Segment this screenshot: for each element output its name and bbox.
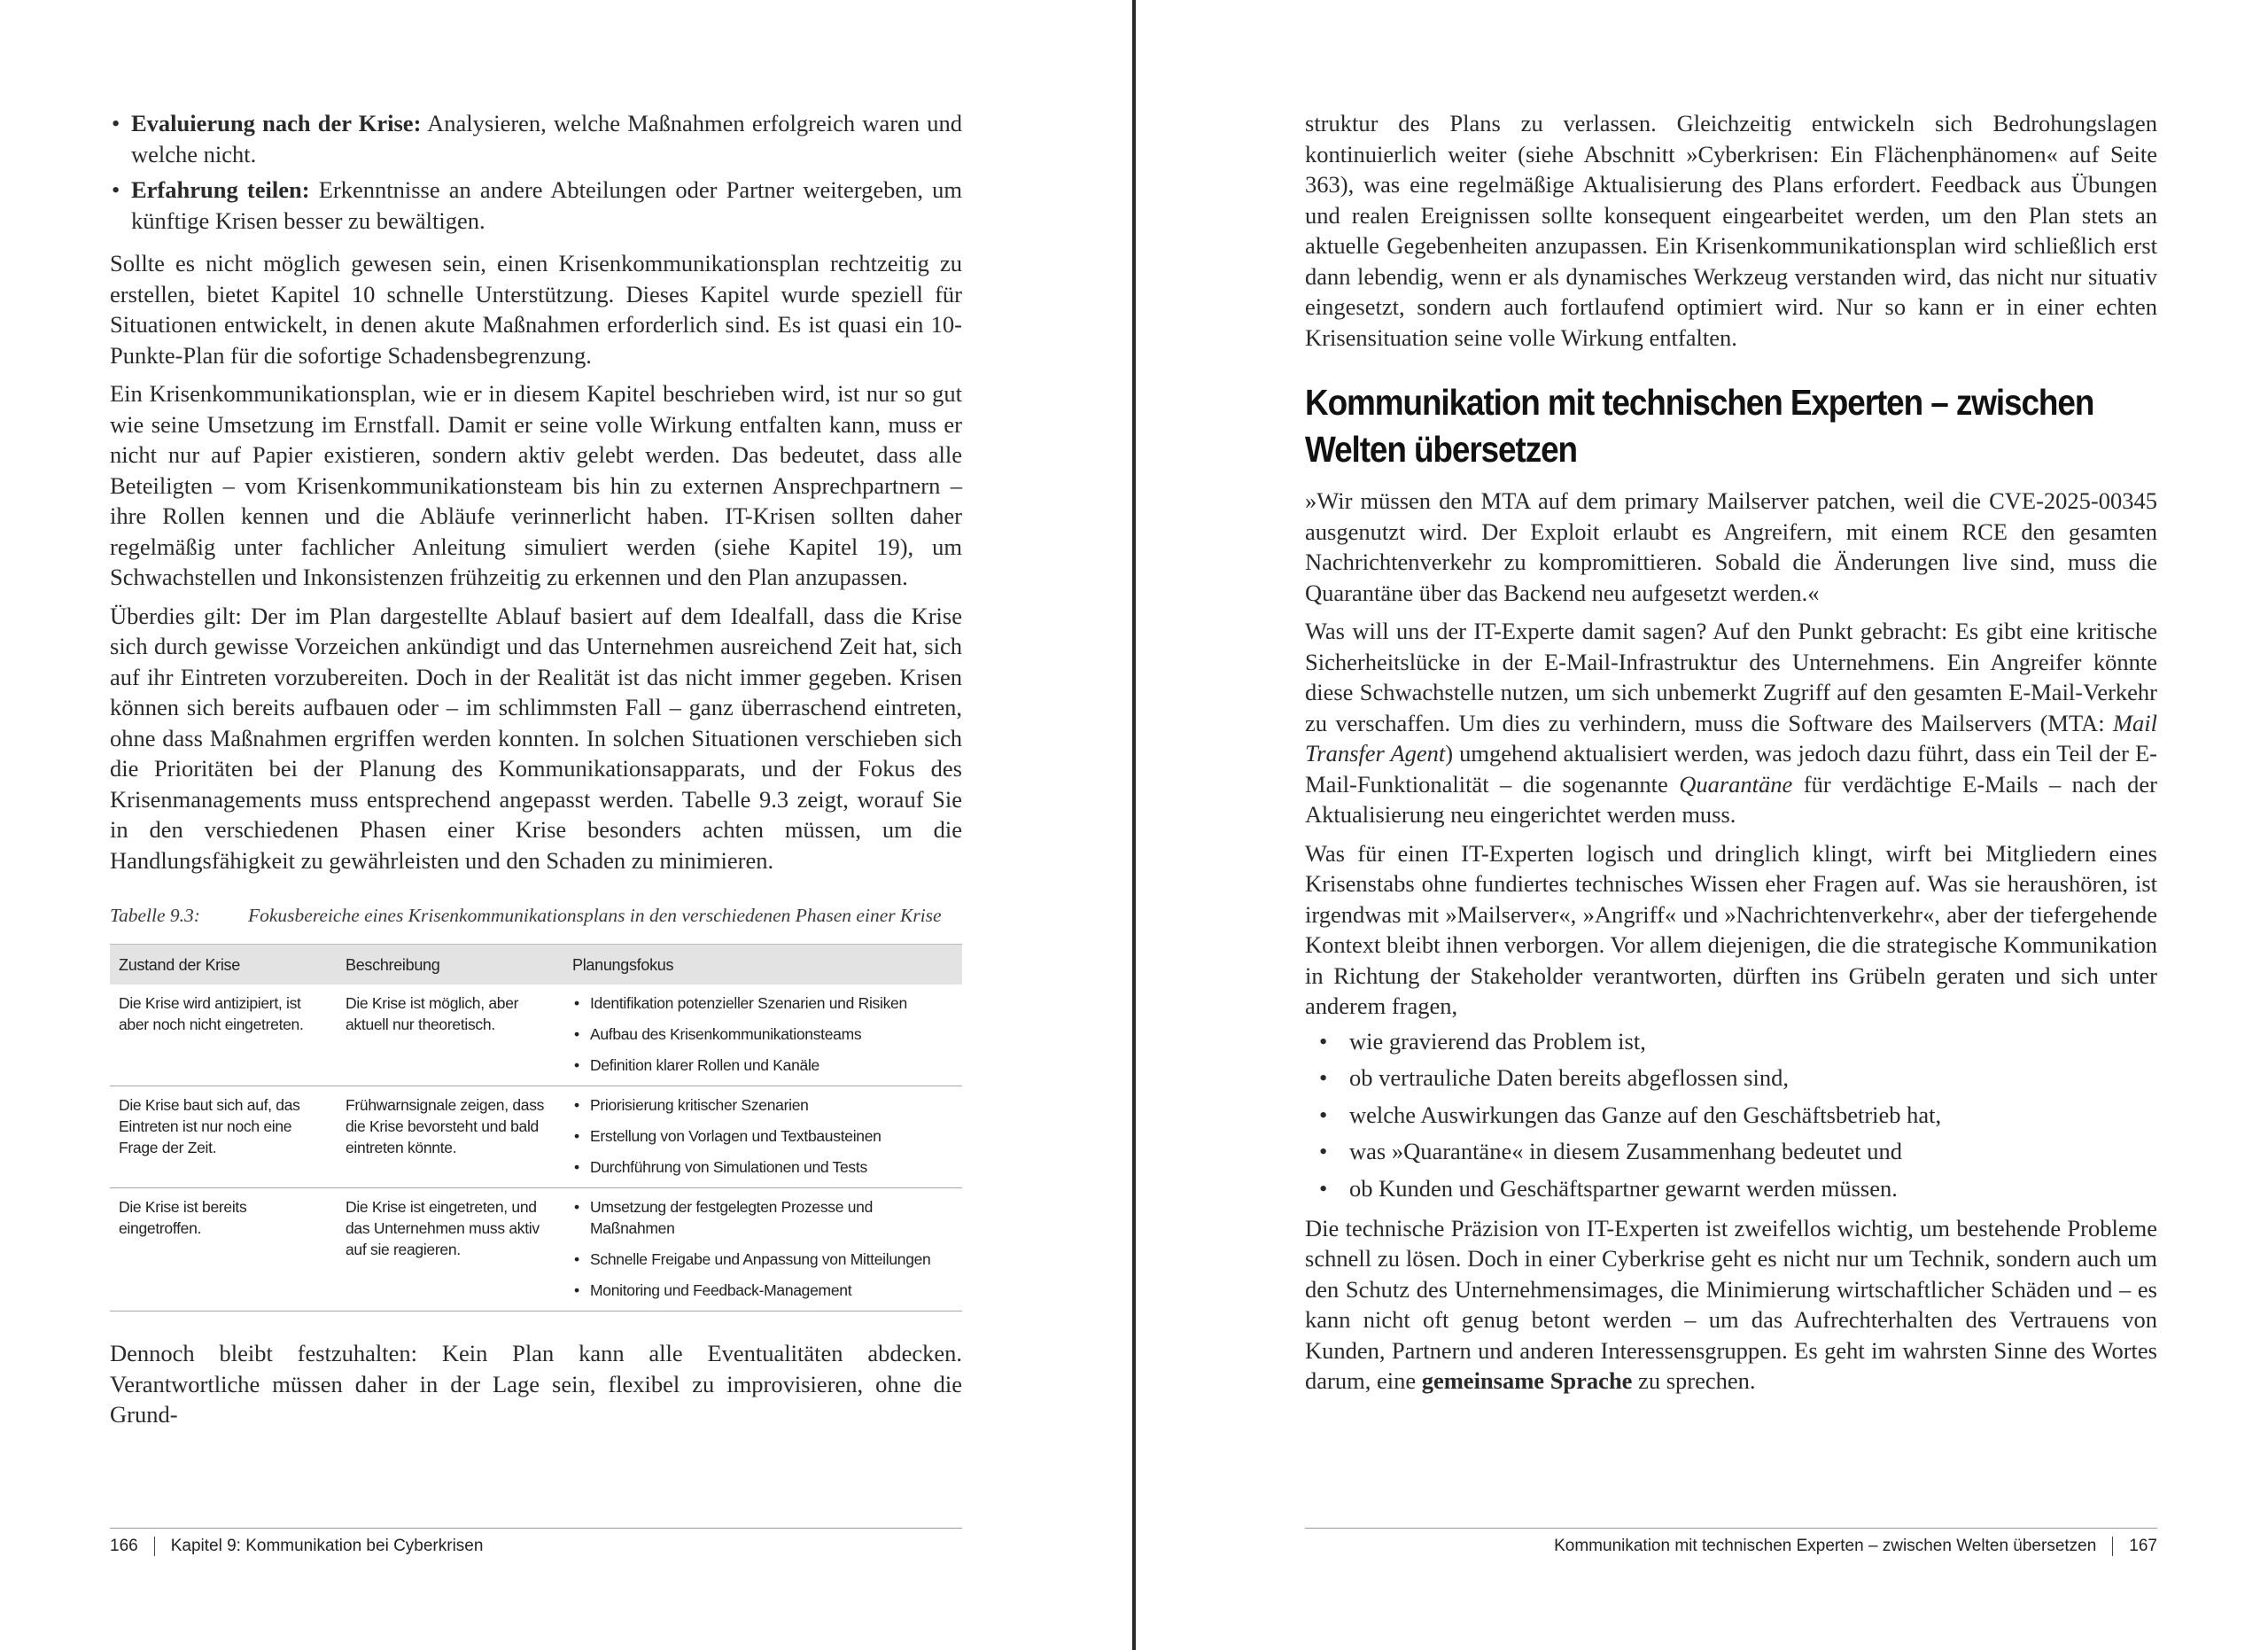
list-item: • wie gravierend das Problem ist, <box>1305 1026 2157 1063</box>
cell-focus <box>563 1188 962 1311</box>
emphasis-gemeinsame-sprache: gemeinsame Sprache <box>1421 1367 1633 1394</box>
table-row <box>110 1188 962 1311</box>
running-head-section: Kommunikation mit technischen Experten – zwischen Welten übersetzen <box>1554 1537 2097 1556</box>
paragraph-closing: Dennoch bleibt festzuhalten: Kein Plan kann alle Eventualitäten abdecken. Verantwortliche müssen daher in der Lage sein, flexibel zu improvisieren, ohne die Grund- <box>110 1340 962 1428</box>
bullet-glyph: • <box>1319 1101 1328 1128</box>
left-page <box>0 0 1132 1650</box>
bullet-glyph: • <box>574 1096 579 1114</box>
bullet-glyph: • <box>112 110 120 136</box>
bullet-glyph: • <box>574 994 579 1012</box>
cell-description: Frühwarnsignale zeigen, dass die Krise bevorsteht und bald eintreten könnte. <box>337 1086 563 1188</box>
bullet-glyph: • <box>574 1198 579 1216</box>
focus-item: • Umsetzung der festgelegten Prozesse und Maßnahmen <box>574 1198 874 1237</box>
bullet-erfahrung <box>110 175 962 236</box>
bullet-glyph: • <box>1319 1138 1328 1164</box>
page-number: 166 <box>110 1537 138 1556</box>
bullet-glyph: • <box>574 1250 579 1268</box>
bullet-glyph: • <box>1319 1174 1328 1202</box>
emphasis-quarantaene: Quarantäne <box>1679 770 1793 798</box>
footer-rule <box>1305 1528 2157 1529</box>
bullet-glyph: • <box>1319 1027 1328 1055</box>
bullet-glyph: • <box>574 1025 579 1043</box>
bullet-glyph: • <box>574 1127 579 1145</box>
paragraph-idealfall: Überdies gilt: Der im Plan dargestellte Ablauf basiert auf dem Idealfall, dass die Krise sich durch gewisse Vorzeichen ankündigt und das Unternehmen ausreichend Zeit hat, sich auf ihr Eintreten vorzubereiten. Doch in der Realität ist das nicht immer gegeben. Krisen können sich bereits aufbauen oder – im schlimmsten Fall – ganz überraschend eintreten, ohne dass Maßnahmen ergriffen werden konnten. In solchen Situationen verschieben sich die Prioritäten bei der Planung des Kommunikationsapparats, und der Fokus des Krisenmanagements muss entsprechend angepasst werden. Tabelle 9.3 zeigt, worauf Sie in den verschiedenen Phasen einer Krise besonders achten müssen, um die Handlungsfähigkeit zu gewährleisten und den Schaden zu minimieren. <box>110 602 962 874</box>
list-item: • welche Auswirkungen das Ganze auf den Geschäftsbetrieb hat, <box>1305 1100 2157 1137</box>
paragraph-krisenstab: Was für einen IT-Experten logisch und dringlich klingt, wirft bei Mitgliedern eines Krisenstabs ohne fundiertes technisches Wissen eher Fragen auf. Was sie heraushören, ist irgendwas mit »Mailserver«, »Angriff« und »Nachrichtenverkehr«, aber der tiefergehende Kontext bleibt ihnen verborgen. Vor allem diejenigen, die die strategische Kommunikation in Richtung der Stakeholder verantworten, dürften ins Grübeln geraten und sich unter anderem fragen, <box>1305 839 2157 1019</box>
focus-item: • Priorisierung kritischer Szenarien <box>574 1096 809 1114</box>
bullet-glyph: • <box>112 176 120 203</box>
table-row <box>110 985 962 1086</box>
bullet-glyph: • <box>574 1158 579 1176</box>
table-row <box>110 1086 962 1188</box>
cell-state: Die Krise ist bereits eingetroffen. <box>110 1188 337 1311</box>
bullet-text: Analysieren, welche Maßnahmen erfolgreich waren und welche nicht. <box>131 110 962 167</box>
section-heading: Kommunikation mit technischen Experten – zwischen Welten übersetzen <box>1305 382 2094 470</box>
paragraph-continuation: struktur des Plans zu verlassen. Gleichzeitig entwickeln sich Bedrohungslagen kontinuierlich weiter (siehe Abschnitt »Cyberkrisen: Ein Flächenphänomen« auf Seite 363), was eine regelmäßige Aktualisierung des Plans erfordert. Feedback aus Übungen und realen Ereignissen sollte konsequent eingearbeitet werden, um den Plan stets an aktuelle Gegebenheiten anzupassen. Ein Krisenkommunikationsplan wird schließlich erst dann lebendig, wenn er als dynamisches Werkzeug verstanden wird, das nicht nur situativ eingesetzt, sondern auch fortlaufend optimiert wird. Nur so kann er in einer echten Krisensituation seine volle Wirkung entfalten. <box>1305 110 2157 351</box>
focus-item: • Identifikation potenzieller Szenarien und Risiken <box>574 994 907 1012</box>
running-head-chapter: Kapitel 9: Kommunikation bei Cyberkrisen <box>170 1537 484 1556</box>
cell-focus <box>563 985 962 1086</box>
list-item: • was »Quarantäne« in diesem Zusammenhang bedeutet und <box>1305 1136 2157 1173</box>
crisis-focus-table <box>110 944 962 1311</box>
bullet-term: Erfahrung teilen: <box>131 176 310 203</box>
paragraph-umsetzung: Ein Krisenkommunikationsplan, wie er in diesem Kapitel beschrieben wird, ist nur so gut wie seine Umsetzung im Ernstfall. Damit er seine volle Wirkung entfalten kann, muss er nicht nur auf Papier existieren, sondern aktiv gelebt werden. Das bedeutet, dass alle Beteiligten – vom Krisenkommunikationsteam bis hin zu externen Ansprechpartnern – ihre Rollen kennen und die Abläufe verinnerlicht haben. IT-Krisen sollten daher regelmäßig unter fachlicher Anleitung simuliert werden (siehe Kapitel 19), um Schwachstellen und Inkonsistenzen frühzeitig zu erkennen und den Plan anzupassen. <box>110 380 962 590</box>
list-item: • ob Kunden und Geschäftspartner gewarnt werden müssen. <box>1305 1173 2157 1205</box>
left-text-column <box>110 108 962 1430</box>
focus-item: • Monitoring und Feedback-Management <box>574 1281 852 1299</box>
focus-item: • Schnelle Freigabe und Anpassung von Mitteilungen <box>574 1250 931 1268</box>
bullet-glyph: • <box>1319 1064 1328 1091</box>
right-text-column <box>1305 108 2157 1397</box>
focus-item: • Definition klarer Rollen und Kanäle <box>574 1056 819 1074</box>
emphasis-mta: Mail Transfer Agent <box>1305 709 2157 767</box>
right-page <box>1136 0 2268 1650</box>
right-footer <box>1305 1537 2157 1556</box>
bullet-evaluierung <box>110 108 962 169</box>
table-caption <box>110 904 962 928</box>
footer-rule <box>110 1528 962 1529</box>
focus-item: • Aufbau des Krisenkommunikationsteams <box>574 1025 862 1043</box>
paragraph-explanation: Was will uns der IT-Experte damit sagen? Auf den Punkt gebracht: Es gibt eine kritische Sicherheitslücke in der E-Mail-Infrastruktur des Unternehmens. Ein Angreifer könnte diese Schwachstelle nutzen, um sich unbemerkt Zugriff auf den gesamten E-Mail-Verkehr zu verschaffen. Um dies zu verhindern, muss die Software des Mailservers (MTA: Mail Transfer Agent) umgehend aktualisiert werden, was jedoch dazu führt, dass ein Teil der E-Mail-Funktionalität – die sogenannte Quarantäne für verdächtige E-Mails – nach der Aktualisierung neu eingerichtet werden muss. <box>1305 618 2158 828</box>
cell-focus <box>563 1086 962 1188</box>
focus-item: • Durchführung von Simulationen und Tests <box>574 1158 867 1176</box>
cell-description: Die Krise ist eingetreten, und das Unternehmen muss aktiv auf sie reagieren. <box>337 1188 563 1311</box>
table-header-row <box>110 945 962 985</box>
table-caption-text: Fokusbereiche eines Krisenkommunikationsplans in den verschiedenen Phasen einer Krise <box>248 905 942 926</box>
bullet-glyph: • <box>574 1056 579 1074</box>
question-list <box>1305 1026 2157 1205</box>
paragraph-gemeinsame-sprache: Die technische Präzision von IT-Experten ist zweifellos wichtig, um bestehende Probleme schnell zu lösen. Doch in einer Cyberkrise geht es nicht nur um Technik, sondern auch um den Schutz des Unternehmensimages, die Minimierung wirtschaftlicher Schäden und – es kann nicht oft genug betont werden – um das Aufrechterhalten des Vertrauens von Kunden, Partnern und anderen Interessensgruppen. Es geht im wahrsten Sinne des Wortes darum, eine gemeinsame Sprache zu sprechen. <box>1305 1214 2157 1394</box>
cell-state: Die Krise baut sich auf, das Eintreten ist nur noch eine Frage der Zeit. <box>110 1086 337 1188</box>
page-number: 167 <box>2129 1537 2157 1556</box>
paragraph-quote: »Wir müssen den MTA auf dem primary Mailserver patchen, weil die CVE-2025-00345 ausgenutzt wird. Der Exploit erlaubt es Angreifern, mit einem RCE den gesamten Nachrichtenverkehr zu kompromittieren. Sobald die Änderungen live sind, muss die Quarantäne über das Backend neu aufgesetzt werden.« <box>1305 487 2157 606</box>
cell-description: Die Krise ist möglich, aber aktuell nur theoretisch. <box>337 985 563 1086</box>
left-footer <box>110 1537 962 1556</box>
list-item: • ob vertrauliche Daten bereits abgeflossen sind, <box>1305 1062 2157 1100</box>
bullet-text: Erkenntnisse an andere Abteilungen oder Partner weitergeben, um künftige Krisen besser zu bewältigen. <box>131 176 963 234</box>
focus-item: • Erstellung von Vorlagen und Textbausteinen <box>574 1127 882 1145</box>
cell-state: Die Krise wird antizipiert, ist aber noch nicht eingetreten. <box>110 985 337 1086</box>
footer-separator <box>2112 1537 2113 1556</box>
column-header-state: Zustand der Krise <box>110 945 337 985</box>
bullet-term: Evaluierung nach der Krise: <box>131 110 422 136</box>
footer-separator <box>154 1537 155 1556</box>
column-header-description: Beschreibung <box>337 945 563 985</box>
paragraph-kapitel-10: Sollte es nicht möglich gewesen sein, einen Krisenkommunikationsplan rechtzeitig zu erstellen, bietet Kapitel 10 schnelle Unterstützung. Dieses Kapitel wurde speziell für Situationen entwickelt, in denen akute Maßnahmen erforderlich sind. Es ist quasi ein 10-Punkte-Plan für die sofortige Schadensbegrenzung. <box>110 250 962 369</box>
bullet-glyph: • <box>574 1281 579 1299</box>
column-header-focus: Planungsfokus <box>563 945 962 985</box>
table-caption-label: Tabelle 9.3: <box>110 905 200 926</box>
